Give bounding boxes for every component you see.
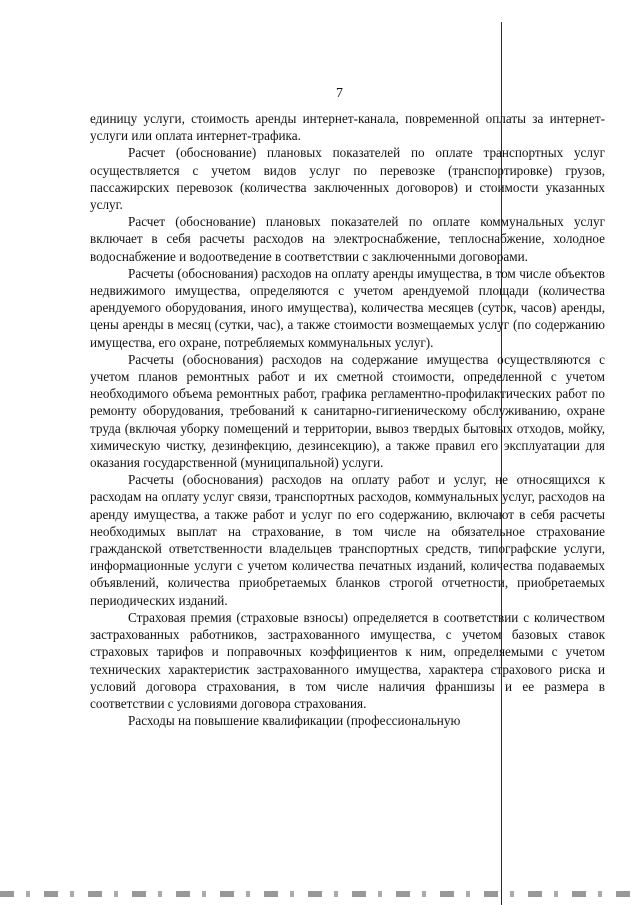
paragraph-insurance-premium: Страховая премия (страховые взносы) определяется в соответствии с количеством застрахованных работников, застрахованного имущества, с учетом базовых ставок страховых тарифов и поправочных коэффициентов к ним, определяемыми с учетом технических характеристик застрахованного имущества, характера страхового риска и условий договора страхования, в том числе наличия франшизы и ее размера в соответствии с условиями договора страхования. [90, 609, 605, 711]
document-body [90, 110, 605, 729]
paragraph-property-rent: Расчеты (обоснования) расходов на оплату аренды имущества, в том числе объектов недвижимого имущества, определяются с учетом арендуемой площади (количества арендуемого оборудования, иного имущества), количества месяцев (суток, часов) аренды, цены аренды в месяц (сутки, час), а также стоимости возмещаемых услуг (по содержанию имущества, его охране, потребляемых коммунальных услуг). [90, 265, 605, 350]
paragraph-property-maintenance: Расчеты (обоснования) расходов на содержание имущества осуществляются с учетом планов ремонтных работ и их сметной стоимости, определенной с учетом необходимого объема ремонтных работ, графика регламентно-профилактических работ по ремонту оборудования, требований к санитарно-гигиеническому обслуживанию, охране труда (включая уборку помещений и территории, вывоз твердых бытовых отходов, мойку, химическую чистку, дезинфекцию, дезинсекцию), а также правил его эксплуатации для оказания государственной (муниципальной) услуги. [90, 351, 605, 471]
paragraph-other-works-services: Расчеты (обоснования) расходов на оплату работ и услуг, не относящихся к расходам на оплату услуг связи, транспортных расходов, коммунальных услуг, расходов на аренду имущества, а также работ и услуг по его содержанию, включают в себя расчеты необходимых выплат на страхование, в том числе на обязательное страхование гражданской ответственности владельцев транспортных средств, типографские услуги, информационные услуги с учетом количества печатных изданий, количества подаваемых объявлений, количества приобретаемых бланков строгой отчетности, приобретаемых периодических изданий. [90, 472, 605, 608]
paragraph-continuation: единицу услуги, стоимость аренды интернет-канала, повременной оплаты за интернет-услуги или оплата интернет-трафика. [90, 111, 605, 144]
paragraph-utility-services: Расчет (обоснование) плановых показателей по оплате коммунальных услуг включает в себя расчеты расходов на электроснабжение, теплоснабжение, холодное водоснабжение и водоотведение в соответствии с заключенными договорами. [90, 214, 605, 264]
page-number: 7 [336, 86, 343, 101]
paragraph-transport-services: Расчет (обоснование) плановых показателей по оплате транспортных услуг осуществляется с учетом видов услуг по перевозке (транспортировке) грузов, пассажирских перевозок (количества заключенных договоров) и стоимости указанных услуг. [90, 145, 605, 213]
scan-artifact-strip [0, 891, 640, 897]
paragraph-qualification-expenses: Расходы на повышение квалификации (профессиональную [128, 713, 461, 729]
